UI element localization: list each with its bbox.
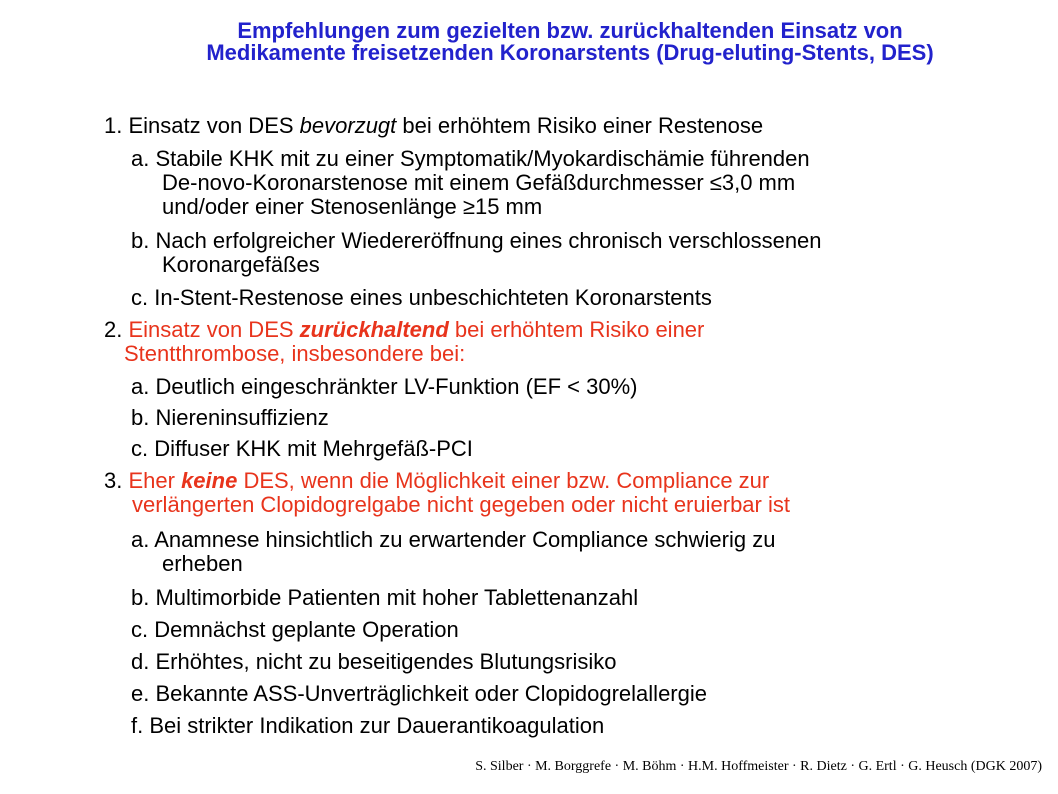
section-1-text-after: bei erhöhtem Risiko einer Restenose <box>396 113 764 138</box>
title-line-1: Empfehlungen zum gezielten bzw. zurückhaltenden Einsatz von <box>237 18 903 43</box>
section-2-heading <box>104 318 704 342</box>
section-2-item-c: c. Diffuser KHK mit Mehrgefäß-PCI <box>131 436 473 461</box>
section-3-item-b: b. Multimorbide Patienten mit hoher Tablettenanzahl <box>131 585 639 610</box>
section-1-item-a-line-2: De-novo-Koronarstenose mit einem Gefäßdurchmesser ≤3,0 mm <box>162 170 796 195</box>
section-2-emphasis: zurückhaltend <box>299 317 449 342</box>
section-2-number: 2. <box>104 317 129 342</box>
section-1-item-c: c. In-Stent-Restenose eines unbeschichteten Koronarstents <box>131 285 712 310</box>
section-2-heading-line-2: Stentthrombose, insbesondere bei: <box>124 341 466 366</box>
title-line-2: Medikamente freisetzenden Koronarstents (Drug-eluting-Stents, DES) <box>206 40 934 65</box>
section-2-item-b: b. Niereninsuffizienz <box>131 405 329 430</box>
section-3-text-before: Eher <box>128 468 182 493</box>
section-3-item-f: f. Bei strikter Indikation zur Dauerantikoagulation <box>131 713 605 738</box>
section-3-heading-line-2: verlängerten Clopidogrelgabe nicht gegeben oder nicht eruierbar ist <box>132 492 790 517</box>
section-3-item-a-line-1: a. Anamnese hinsichtlich zu erwartender Compliance schwierig zu <box>131 527 776 552</box>
section-2-item-a: a. Deutlich eingeschränkter LV-Funktion (EF < 30%) <box>131 374 638 399</box>
section-3-item-c: c. Demnächst geplante Operation <box>131 617 459 642</box>
citation-footer: S. Silber · M. Borggrefe · M. Böhm · H.M. Hoffmeister · R. Dietz · G. Ertl · G. Heusch (DGK 2007) <box>475 759 1042 774</box>
section-3-text-after: DES, wenn die Möglichkeit einer bzw. Compliance zur <box>237 468 770 493</box>
section-2-text-after: bei erhöhtem Risiko einer <box>448 317 705 342</box>
section-2-text-before: Einsatz von DES <box>128 317 300 342</box>
section-1-emphasis: bevorzugt <box>299 113 397 138</box>
section-1-item-a-line-3: und/oder einer Stenosenlänge ≥15 mm <box>162 194 543 219</box>
section-3-item-d: d. Erhöhtes, nicht zu beseitigendes Blutungsrisiko <box>131 649 617 674</box>
section-1-text-before: Einsatz von DES <box>128 113 300 138</box>
section-3-item-e: e. Bekannte ASS-Unverträglichkeit oder Clopidogrelallergie <box>131 681 707 706</box>
slide-title <box>100 20 1040 64</box>
section-3-emphasis: keine <box>181 468 238 493</box>
section-3-heading <box>104 469 769 493</box>
section-1-heading <box>104 114 763 138</box>
section-1-item-b-line-2: Koronargefäßes <box>162 252 320 277</box>
section-3-item-a-line-2: erheben <box>162 551 243 576</box>
section-1-item-b-line-1: b. Nach erfolgreicher Wiedereröffnung eines chronisch verschlossenen <box>131 228 822 253</box>
section-3-number: 3. <box>104 468 129 493</box>
section-1-item-a-line-1: a. Stabile KHK mit zu einer Symptomatik/Myokardischämie führenden <box>131 146 810 171</box>
section-1-number: 1. <box>104 113 129 138</box>
